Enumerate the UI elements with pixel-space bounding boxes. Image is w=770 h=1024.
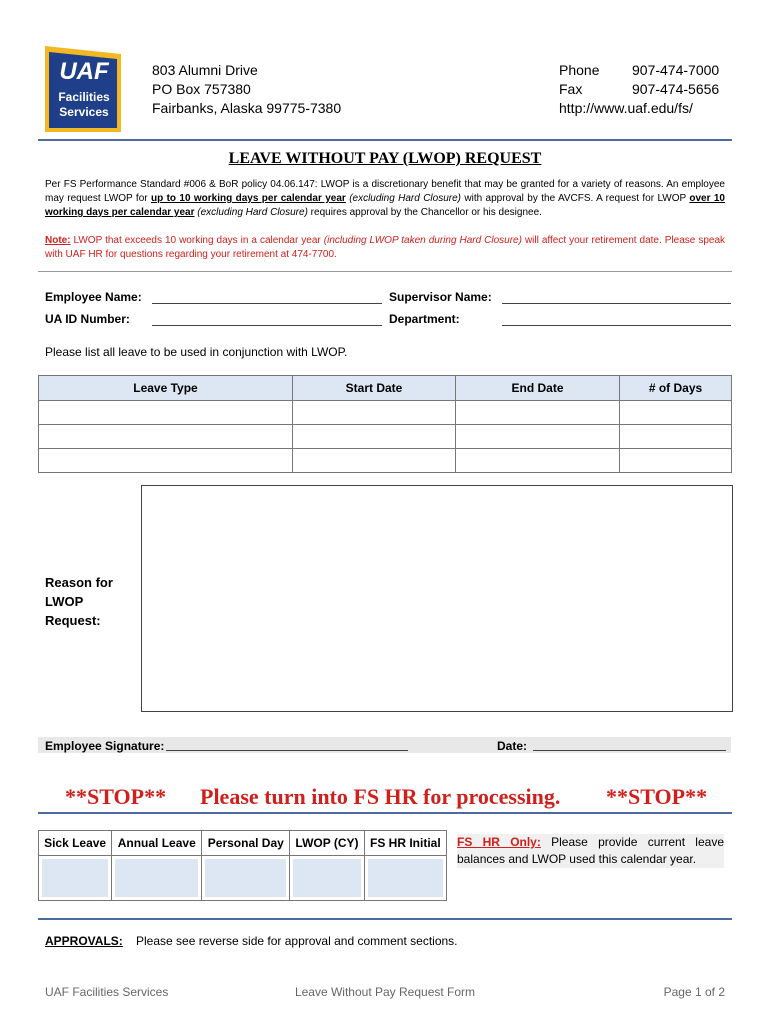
employee-name-field[interactable]: [152, 291, 382, 304]
logo-text-services: Services: [59, 105, 109, 119]
supervisor-name-field[interactable]: [502, 291, 731, 304]
fax-number: 907-474-5656: [632, 81, 720, 97]
phone-number: 907-474-7000: [632, 62, 720, 78]
footer-org: UAF Facilities Services: [45, 985, 169, 999]
end-date-cell[interactable]: [456, 401, 620, 425]
policy-limit-text: over 10 working days per calendar year: [45, 193, 725, 218]
table-row: [39, 425, 732, 449]
column-header: LWOP (CY): [290, 831, 364, 856]
logo-text-facilities: Facilities: [58, 90, 110, 104]
ua-id-field[interactable]: [152, 313, 382, 326]
leave-balance-table: [38, 830, 447, 901]
column-header: # of Days: [620, 376, 732, 401]
personal-day-cell[interactable]: [202, 856, 290, 901]
column-header: Personal Day: [202, 831, 290, 856]
address-line: PO Box 757380: [152, 81, 251, 97]
reason-label: [45, 573, 113, 630]
website-link[interactable]: http://www.uaf.edu/fs/: [559, 100, 693, 116]
reason-label-line: Reason for: [45, 575, 113, 590]
policy-exclusion-text: (excluding Hard Closure): [194, 207, 308, 218]
footer-page-number: Page 1 of 2: [663, 985, 725, 999]
start-date-cell[interactable]: [293, 425, 456, 449]
address-line: 803 Alumni Drive: [152, 62, 258, 78]
days-cell[interactable]: [620, 425, 732, 449]
reason-textarea[interactable]: [141, 485, 733, 712]
leave-table: [38, 375, 732, 473]
employee-signature-label: Employee Signature:: [45, 739, 165, 753]
column-header: End Date: [456, 376, 620, 401]
address-line: Fairbanks, Alaska 99775-7380: [152, 100, 342, 116]
policy-text: with approval by the AVCFS. A request for LWOP: [461, 193, 690, 204]
department-field[interactable]: [502, 313, 731, 326]
fax-label: Fax: [559, 81, 583, 97]
sick-leave-cell[interactable]: [39, 856, 112, 901]
hr-only-label: FS HR Only:: [457, 835, 541, 849]
fs-hr-initial-cell[interactable]: [364, 856, 446, 901]
table-row: [39, 856, 447, 901]
approvals-divider: [38, 918, 732, 920]
days-cell[interactable]: [620, 449, 732, 473]
note-italic-text: (including LWOP taken during Hard Closure): [323, 235, 522, 246]
approvals-label: APPROVALS:: [45, 934, 123, 948]
hr-only-note: [457, 834, 724, 868]
policy-paragraph: [45, 178, 725, 220]
leave-instruction: Please list all leave to be used in conjunction with LWOP.: [45, 345, 348, 359]
note-text: LWOP that exceeds 10 working days in a calendar year: [70, 235, 324, 246]
stop-divider: [38, 812, 732, 814]
reason-label-line: LWOP: [45, 594, 84, 609]
department-label: Department:: [389, 312, 460, 326]
table-row: [39, 449, 732, 473]
employee-signature-field[interactable]: [166, 738, 408, 751]
leave-type-cell[interactable]: [39, 449, 293, 473]
balance-table-header: [39, 831, 447, 856]
leave-type-cell[interactable]: [39, 401, 293, 425]
note-text: will affect your retirement date. Please speak with UAF HR for questions regarding your retirement at 474-7700.: [45, 235, 726, 260]
header-divider: [38, 139, 732, 141]
signature-date-field[interactable]: [533, 738, 726, 751]
stop-right: **STOP**: [606, 784, 708, 809]
approvals-text: Please see reverse side for approval and comment sections.: [136, 934, 458, 948]
footer-form-name: Leave Without Pay Request Form: [294, 985, 476, 999]
reason-label-line: Request:: [45, 613, 101, 628]
stop-instruction: Please turn into FS HR for processing.: [200, 784, 561, 809]
start-date-cell[interactable]: [293, 449, 456, 473]
start-date-cell[interactable]: [293, 401, 456, 425]
phone-label: Phone: [559, 62, 600, 78]
annual-leave-cell[interactable]: [112, 856, 202, 901]
supervisor-name-label: Supervisor Name:: [389, 290, 492, 304]
address-block: [152, 61, 341, 118]
end-date-cell[interactable]: [456, 449, 620, 473]
hr-only-text: Please provide current leave balances and LWOP used this calendar year.: [457, 835, 724, 866]
days-cell[interactable]: [620, 401, 732, 425]
table-row: [39, 401, 732, 425]
lwop-cy-cell[interactable]: [290, 856, 364, 901]
column-header: Leave Type: [39, 376, 293, 401]
retirement-note: [45, 234, 725, 262]
logo-text-uaf: UAF: [59, 58, 109, 85]
column-header: Start Date: [293, 376, 456, 401]
uaf-facilities-logo: [43, 46, 123, 132]
employee-name-label: Employee Name:: [45, 290, 142, 304]
end-date-cell[interactable]: [456, 425, 620, 449]
column-header: Annual Leave: [112, 831, 202, 856]
column-header: FS HR Initial: [364, 831, 446, 856]
note-label: Note:: [45, 235, 71, 246]
policy-text: requires approval by the Chancellor or his designee.: [307, 207, 542, 218]
leave-type-cell[interactable]: [39, 425, 293, 449]
column-header: Sick Leave: [39, 831, 112, 856]
policy-text: Per FS Performance Standard #006 & BoR policy 04.06.147: LWOP is a discretionary benefit that may be granted for a variety of reasons. An employee may request LWOP for: [45, 179, 725, 204]
policy-exclusion-text: (excluding Hard Closure): [345, 193, 461, 204]
leave-table-header: [39, 376, 732, 401]
policy-limit-text: up to 10 working days per calendar year: [150, 193, 346, 204]
section-divider: [38, 271, 732, 272]
form-title: LEAVE WITHOUT PAY (LWOP) REQUEST: [228, 150, 542, 167]
date-label: Date:: [497, 739, 528, 753]
ua-id-label: UA ID Number:: [45, 312, 130, 326]
stop-left: **STOP**: [65, 784, 167, 809]
contact-block: [559, 61, 719, 118]
